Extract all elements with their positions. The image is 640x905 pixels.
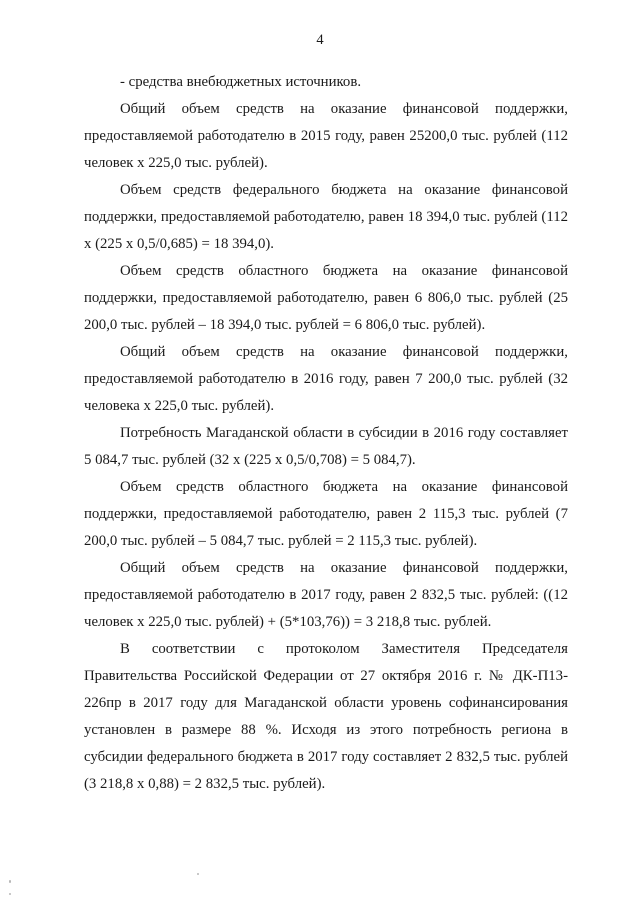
scan-speck: [9, 880, 11, 883]
paragraph-total-2015: Общий объем средств на оказание финансовой поддержки, предоставляемой работодателю в 2015 году, равен 25200,0 тыс. рублей (112 человек х 225,0 тыс. рублей).: [84, 101, 568, 171]
scan-speck: [197, 873, 199, 875]
page-number: 4: [316, 32, 324, 48]
paragraph-total-2017: Общий объем средств на оказание финансовой поддержки, предоставляемой работодателю в 2017 году, равен 2 832,5 тыс. рублей: ((12 человек х 225,0 тыс. рублей) + (5*103,76)) = 3 218,8 тыс. рублей.: [84, 560, 568, 630]
paragraph-regional-budget-2015: Объем средств областного бюджета на оказание финансовой поддержки, предоставляемой работодателю, равен 6 806,0 тыс. рублей (25 200,0 тыс. рублей – 18 394,0 тыс. рублей = 6 806,0 тыс. рублей).: [84, 263, 568, 333]
document-body: [84, 69, 568, 798]
paragraph-subsidy-need-2016: Потребность Магаданской области в субсидии в 2016 году составляет 5 084,7 тыс. рублей (32 х (225 х 0,5/0,708) = 5 084,7).: [84, 425, 568, 468]
paragraph-extrabudgetary-sources: - средства внебюджетных источников.: [120, 74, 362, 90]
paragraph-cofinancing-2017: В соответствии с протоколом Заместителя Председателя Правительства Российской Федерации от 27 октября 2016 г. № ДК-П13-226пр в 2017 году для Магаданской области уровень софинансирования установлен в размере 88 %. Исходя из этого потребность региона в субсидии федерального бюджета в 2017 году составляет 2 832,5 тыс. рублей (3 218,8 х 0,88) = 2 832,5 тыс. рублей).: [84, 641, 568, 792]
paragraph-federal-budget-2015: Объем средств федерального бюджета на оказание финансовой поддержки, предоставляемой работодателю, равен 18 394,0 тыс. рублей (112 х (225 х 0,5/0,685) = 18 394,0).: [84, 182, 568, 252]
paragraph-regional-budget-2016: Объем средств областного бюджета на оказание финансовой поддержки, предоставляемой работодателю, равен 2 115,3 тыс. рублей (7 200,0 тыс. рублей – 5 084,7 тыс. рублей = 2 115,3 тыс. рублей).: [84, 479, 568, 549]
scan-speck: [9, 893, 11, 895]
paragraph-total-2016: Общий объем средств на оказание финансовой поддержки, предоставляемой работодателю в 2016 году, равен 7 200,0 тыс. рублей (32 человека х 225,0 тыс. рублей).: [84, 344, 568, 414]
